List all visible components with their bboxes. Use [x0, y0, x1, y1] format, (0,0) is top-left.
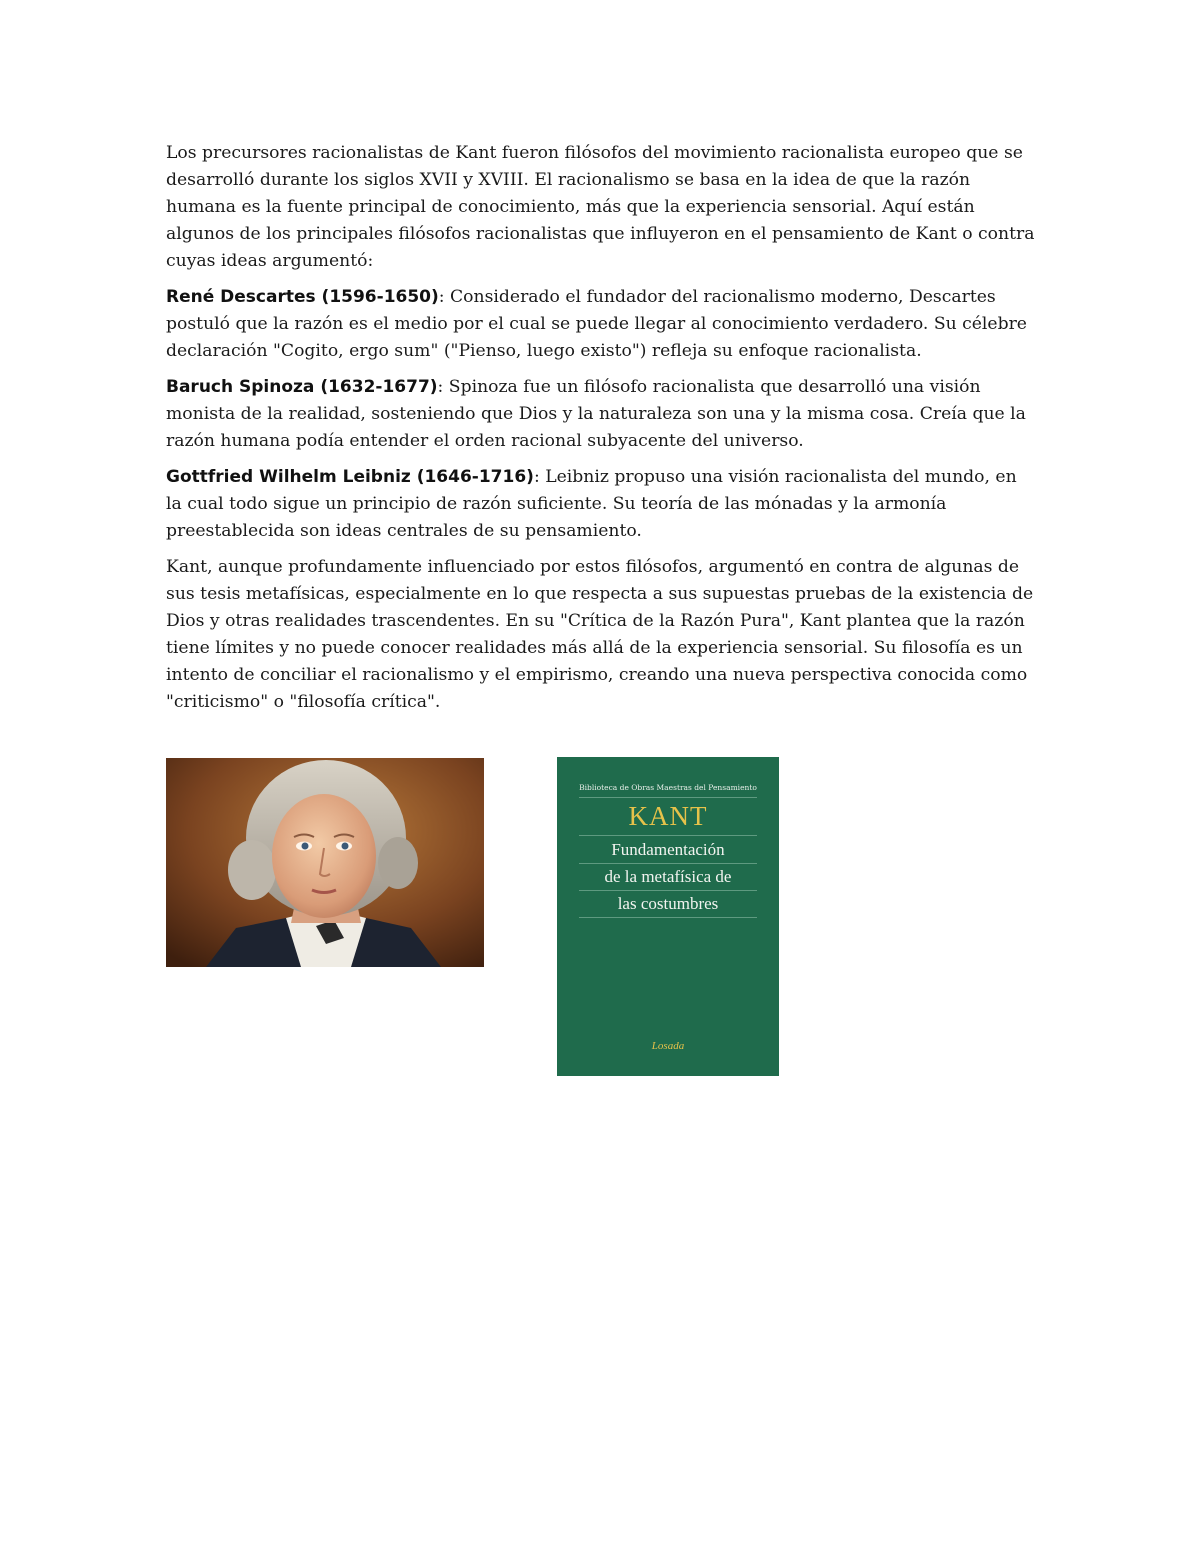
book-divider — [579, 890, 757, 891]
book-author: KANT — [628, 801, 708, 831]
philosopher-description: : Considerado el fundador del racionalismo moderno, Descartes postuló que la razón es el medio por el cual se puede llegar al conocimiento verdadero. Su célebre declaración "Cogito, ergo sum" ("Pienso, luego existo") refleja su enfoque racionalista. — [166, 287, 1027, 361]
philosopher-paragraph-spinoza — [166, 374, 1036, 455]
book-cover-image — [557, 757, 779, 1076]
book-divider — [579, 863, 757, 864]
philosopher-description: : Leibniz propuso una visión racionalista del mundo, en la cual todo sigue un principio de razón suficiente. Su teoría de las mónadas y la armonía preestablecida son ideas centrales de su pensamiento. — [166, 467, 1017, 541]
intro-paragraph: Los precursores racionalistas de Kant fueron filósofos del movimiento racionalista europeo que se desarrolló durante los siglos XVII y XVIII. El racionalismo se basa en la idea de que la razón humana es la fuente principal de conocimiento, más que la experiencia sensorial. Aquí están algunos de los principales filósofos racionalistas que influyeron en el pensamiento de Kant o contra cuyas ideas argumentó: — [166, 143, 1035, 271]
book-series: Biblioteca de Obras Maestras del Pensamiento — [579, 783, 757, 792]
philosopher-paragraph-leibniz — [166, 464, 1036, 545]
book-title-line: las costumbres — [617, 894, 719, 913]
document-body — [166, 140, 1036, 725]
philosopher-name: Baruch Spinoza (1632-1677) — [166, 377, 438, 397]
book-title — [557, 837, 779, 918]
book-title-line: Fundamentación — [611, 840, 725, 859]
kant-portrait-image — [166, 758, 484, 967]
philosopher-name: Gottfried Wilhelm Leibniz (1646-1716) — [166, 467, 534, 487]
philosopher-paragraph-descartes — [166, 284, 1036, 365]
book-publisher: Losada — [651, 1040, 685, 1052]
philosopher-description: : Spinoza fue un filósofo racionalista que desarrolló una visión monista de la realidad, sosteniendo que Dios y la naturaleza son una y la misma cosa. Creía que la razón humana podía entender el orden racional subyacente del universo. — [166, 377, 1026, 451]
conclusion-paragraph: Kant, aunque profundamente influenciado por estos filósofos, argumentó en contra de algunas de sus tesis metafísicas, especialmente en lo que respecta a sus supuestas pruebas de la existencia de Dios y otras realidades trascendentes. En su "Crítica de la Razón Pura", Kant plantea que la razón tiene límites y no puede conocer realidades más allá de la experiencia sensorial. Su filosofía es un intento de conciliar el racionalismo y el empirismo, creando una nueva perspectiva conocida como "criticismo" o "filosofía crítica". — [166, 557, 1034, 712]
book-title-line: de la metafísica de — [604, 867, 732, 886]
philosopher-name: René Descartes (1596-1650) — [166, 287, 439, 307]
book-divider — [579, 797, 757, 798]
book-divider — [579, 835, 757, 836]
book-divider — [579, 917, 757, 918]
